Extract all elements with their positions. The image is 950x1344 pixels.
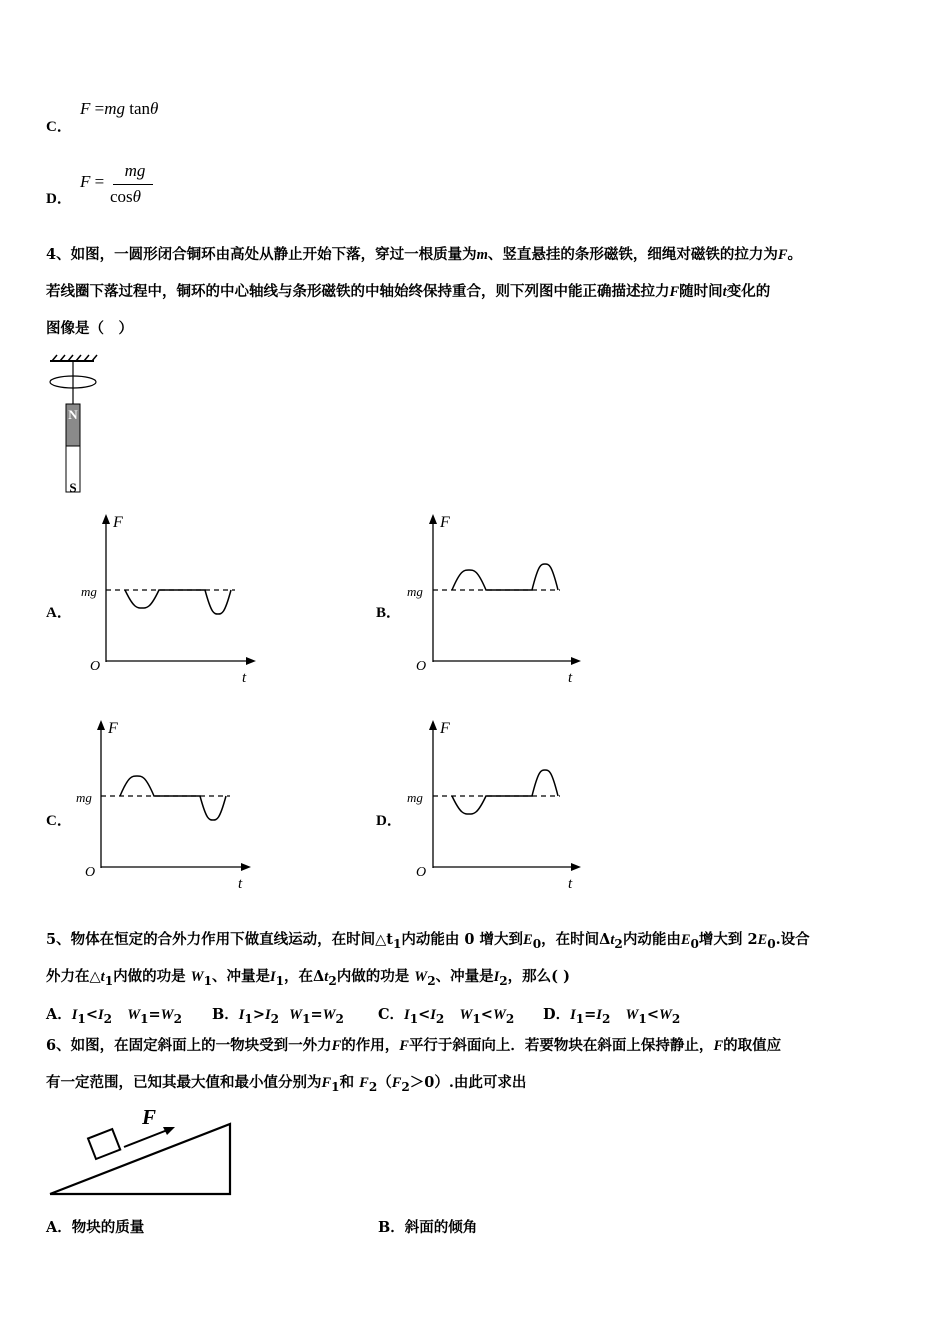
graph-c	[70, 716, 260, 896]
force-arrow-line	[124, 1129, 170, 1147]
q5-option-b[interactable]: B．$I_1>I_2$ $W_1=W_2$	[212, 1006, 344, 1026]
y-axis-arrow-icon	[102, 514, 110, 524]
fraction-bar	[113, 184, 153, 185]
formula-cos: cos	[110, 187, 133, 206]
origin-label: O	[416, 659, 427, 674]
origin-label: O	[416, 865, 427, 880]
q6-option-b[interactable]: B．斜面的倾角	[378, 1219, 478, 1236]
x-axis-label: t	[242, 670, 247, 686]
q3-option-d-label[interactable]: D．	[46, 191, 72, 207]
x-axis-label: t	[568, 876, 573, 892]
ceiling-icon	[50, 355, 97, 361]
formula-denominator	[110, 187, 141, 207]
y-axis-arrow-icon	[429, 514, 437, 524]
force-curve	[452, 564, 558, 590]
force-curve	[452, 770, 558, 814]
q3-option-c-formula	[80, 99, 158, 119]
formula-eq: =	[94, 172, 105, 191]
q4-option-a-label[interactable]: A．	[46, 605, 72, 621]
magnet-s-label: S	[69, 480, 77, 495]
force-curve	[125, 590, 231, 614]
magnet-n-label: N	[68, 407, 78, 422]
formula-theta: θ	[150, 99, 159, 118]
q6-line2: 有一定范围，已知其最大值和最小值分别为$F_1$和 $F_2(F_2>0)$.由此可求出	[46, 1074, 527, 1094]
q3-option-d-formula	[80, 172, 104, 192]
force-label: F	[142, 1105, 157, 1129]
y-axis-arrow-icon	[429, 720, 437, 730]
y-axis-label: F	[108, 720, 118, 737]
formula-numerator: mg	[124, 161, 146, 180]
mg-label: mg	[407, 790, 423, 805]
x-axis-arrow-icon	[571, 863, 581, 871]
q5-option-d[interactable]: D．$I_1=I_2$ $W_1<W_2$	[543, 1006, 681, 1026]
q6-line1: 6、如图，在固定斜面上的一物块受到一外力F的作用，F平行于斜面向上．若要物块在斜面上保持静止，F的取值应	[46, 1037, 782, 1054]
force-curve	[120, 776, 226, 820]
y-axis-label: F	[113, 514, 123, 531]
q5-line2: 外力在$\triangle t_1$内做的功是 $W_1$、冲量是$I_1$，在$\Delta t_2$内做的功是 $W_2$、冲量是$I_2$，那么( )	[46, 968, 570, 988]
formula-theta: θ	[132, 187, 142, 206]
origin-label: O	[90, 659, 101, 674]
x-axis-arrow-icon	[571, 657, 581, 665]
x-axis-arrow-icon	[246, 657, 256, 665]
mg-label: mg	[76, 790, 92, 805]
formula-f: F	[80, 99, 91, 118]
block-icon	[88, 1129, 120, 1159]
graph-d	[400, 716, 590, 896]
graph-b	[400, 510, 590, 690]
x-axis-label: t	[568, 670, 573, 686]
q5-line1: 5、物体在恒定的合外力作用下做直线运动，在时间$\triangle t_1$内动能由 0 增大到$E_0$，在时间$\Delta t_2$内动能由$E_0$增大到 $2E_0$.设合	[46, 931, 810, 951]
mg-label: mg	[407, 584, 423, 599]
q4-option-c-label[interactable]: C．	[46, 813, 72, 829]
q6-option-a[interactable]: A．物块的质量	[46, 1219, 145, 1236]
q5-option-c[interactable]: C．$I_1<I_2$ $W_1<W_2$	[378, 1006, 515, 1026]
incline-triangle	[50, 1124, 230, 1194]
formula-eq: =	[94, 99, 105, 118]
q5-option-a[interactable]: A．$I_1<I_2$ $W_1=W_2$	[46, 1006, 182, 1026]
q4-option-b-label[interactable]: B．	[376, 605, 402, 621]
mg-label: mg	[81, 584, 97, 599]
q4-line3: 图像是（ ）	[46, 320, 133, 337]
hanging-magnet-figure	[44, 352, 104, 497]
q4-line2: 若线圈下落过程中，铜环的中心轴线与条形磁铁的中轴始终保持重合，则下列图中能正确描述拉力F随时间t变化的	[46, 283, 771, 300]
x-axis-arrow-icon	[241, 863, 251, 871]
incline-figure	[44, 1102, 239, 1202]
q4-option-d-label[interactable]: D．	[376, 813, 402, 829]
y-axis-label: F	[440, 720, 450, 737]
q4-line1: 4、如图，一圆形闭合铜环由高处从静止开始下落，穿过一根质量为m、竖直悬挂的条形磁铁，细绳对磁铁的拉力为F。	[46, 246, 803, 263]
formula-mg: mg	[104, 99, 126, 118]
formula-tan: tan	[129, 99, 151, 118]
y-axis-label: F	[440, 514, 450, 531]
x-axis-label: t	[238, 876, 243, 892]
origin-label: O	[85, 865, 96, 880]
y-axis-arrow-icon	[97, 720, 105, 730]
graph-a	[75, 510, 265, 690]
formula-f: F	[80, 172, 91, 191]
q3-option-c-label[interactable]: C．	[46, 119, 72, 135]
